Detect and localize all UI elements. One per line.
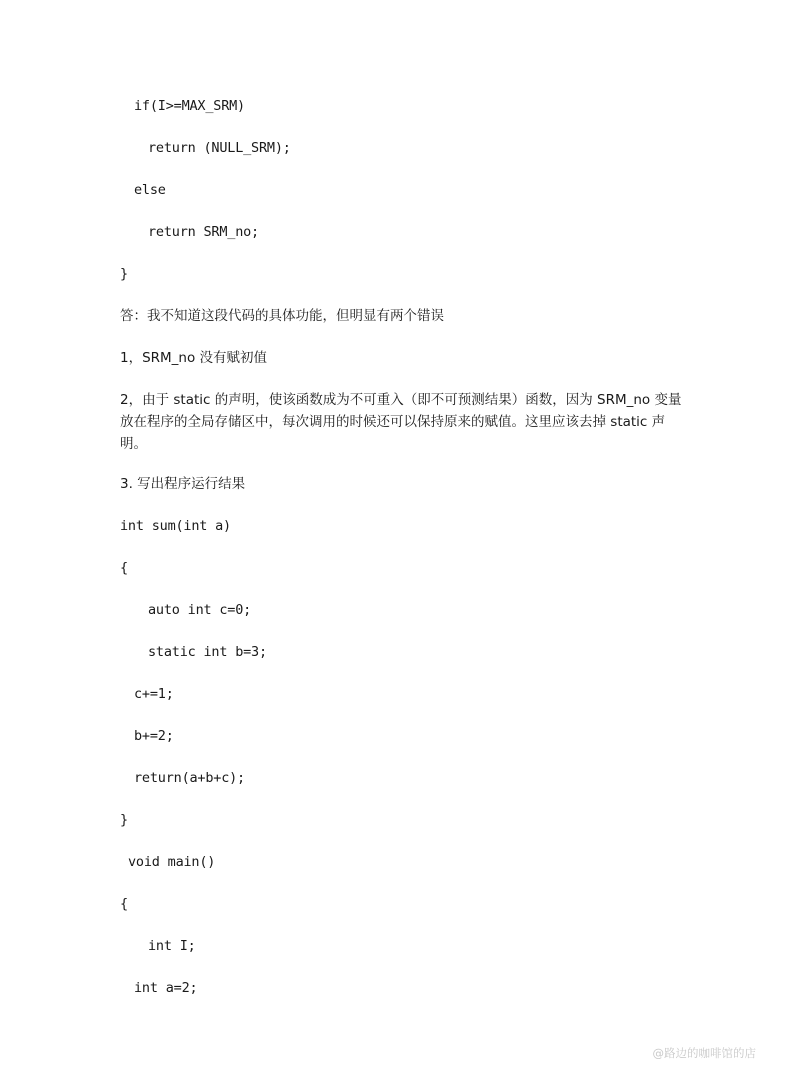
code-line: auto int c=0; xyxy=(148,602,252,618)
code-line: if(I>=MAX_SRM) xyxy=(134,98,245,114)
code-line: else xyxy=(134,182,166,198)
answer-paragraph: 答：我不知道这段代码的具体功能，但明显有两个错误 xyxy=(120,308,444,324)
code-line: return(a+b+c); xyxy=(134,770,245,786)
code-line: int I; xyxy=(148,938,196,954)
code-line: static int b=3; xyxy=(148,644,267,660)
code-line: c+=1; xyxy=(134,686,174,702)
code-line: } xyxy=(120,812,128,828)
code-line: int a=2; xyxy=(134,980,198,996)
watermark: @路边的咖啡馆的店 xyxy=(652,1046,756,1060)
code-line: return SRM_no; xyxy=(148,224,259,240)
question-heading: 3. 写出程序运行结果 xyxy=(120,476,246,492)
answer-item: 1，SRM_no 没有赋初值 xyxy=(120,350,268,366)
answer-item: 2，由于 static 的声明，使该函数成为不可重入（即不可预测结果）函数，因为 SRM_no 变量放在程序的全局存储区中，每次调用的时候还可以保持原来的赋值。这里应该去掉 static 声明。 xyxy=(120,392,682,452)
code-line: int sum(int a) xyxy=(120,518,231,534)
code-line: void main() xyxy=(128,854,216,870)
code-line: } xyxy=(120,266,128,282)
code-line: { xyxy=(120,560,128,576)
code-line: b+=2; xyxy=(134,728,174,744)
code-line: return (NULL_SRM); xyxy=(148,140,291,156)
code-line: { xyxy=(120,896,128,912)
